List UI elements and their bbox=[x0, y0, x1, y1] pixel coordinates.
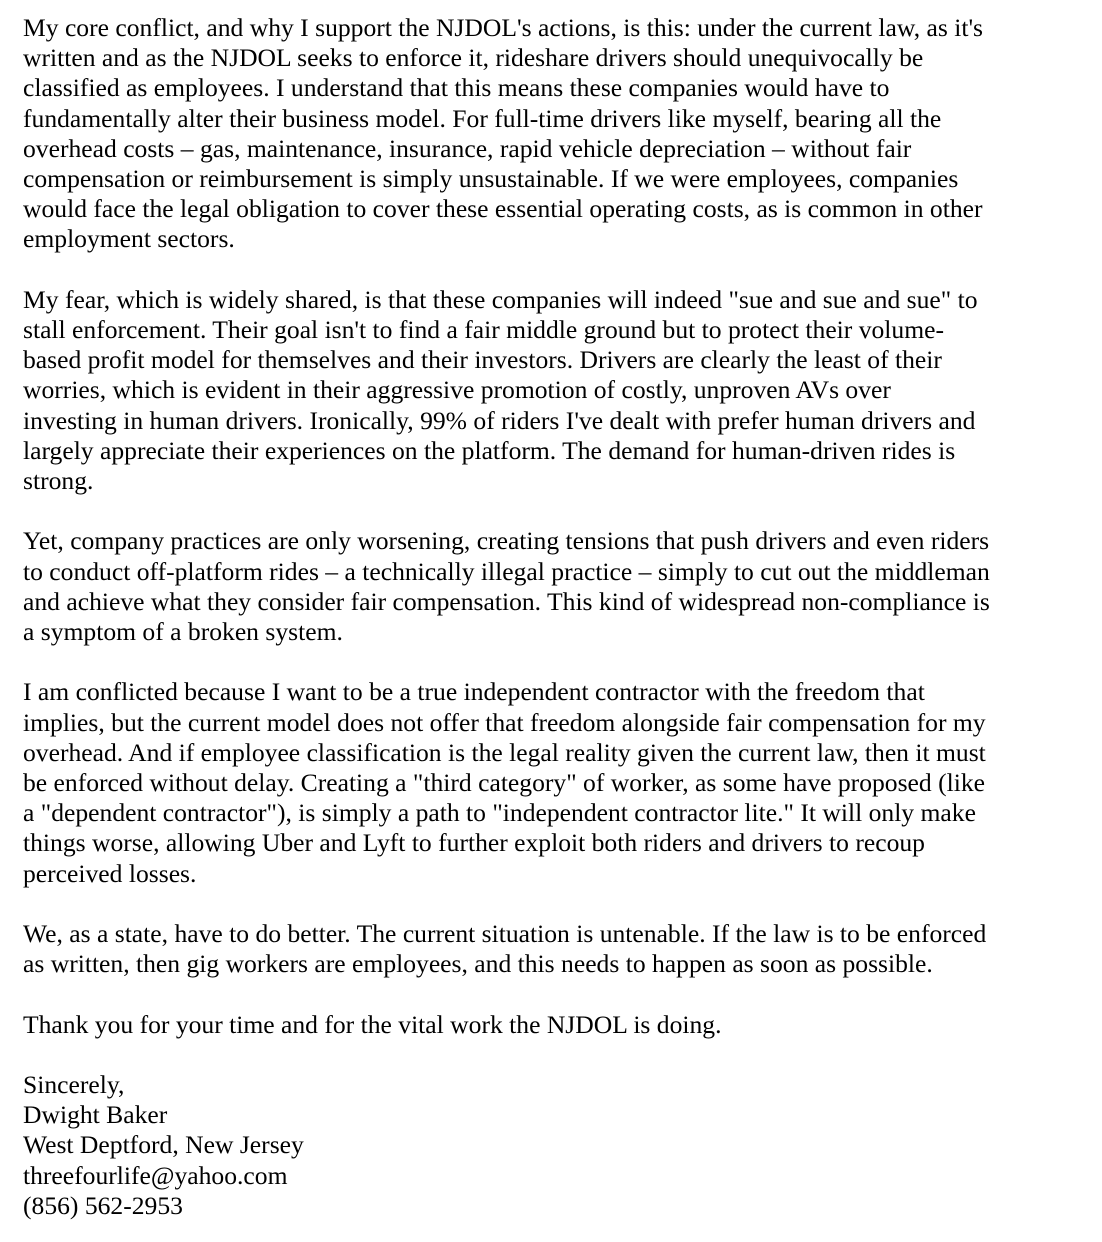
text-line: based profit model for themselves and their investors. Drivers are clearly the least of their bbox=[23, 345, 942, 375]
signer-email: threefourlife@yahoo.com bbox=[23, 1160, 288, 1190]
text-line: implies, but the current model does not offer that freedom alongside fair compensation for my bbox=[23, 707, 986, 737]
paragraph-2 bbox=[23, 285, 1063, 496]
text-line: overhead costs – gas, maintenance, insurance, rapid vehicle depreciation – without fair bbox=[23, 133, 912, 163]
text-line: We, as a state, have to do better. The current situation is untenable. If the law is to be enforced bbox=[23, 919, 987, 949]
text-line: strong. bbox=[23, 466, 94, 496]
letter-body bbox=[23, 13, 1063, 1221]
signer-location: West Deptford, New Jersey bbox=[23, 1130, 304, 1160]
text-line: investing in human drivers. Ironically, 99% of riders I've dealt with prefer human drivers and bbox=[23, 405, 976, 435]
text-line: be enforced without delay. Creating a "third category" of worker, as some have proposed (like bbox=[23, 768, 986, 798]
text-line: and achieve what they consider fair compensation. This kind of widespread non-compliance is bbox=[23, 586, 990, 616]
text-line: stall enforcement. Their goal isn't to find a fair middle ground but to protect their volume- bbox=[23, 315, 944, 345]
signer-name: Dwight Baker bbox=[23, 1100, 168, 1130]
text-line: I am conflicted because I want to be a true independent contractor with the freedom that bbox=[23, 677, 925, 707]
text-line: overhead. And if employee classification is the legal reality given the current law, then it must bbox=[23, 737, 986, 767]
text-line: a symptom of a broken system. bbox=[23, 617, 343, 647]
text-line: My core conflict, and why I support the NJDOL's actions, is this: under the current law, as it's bbox=[23, 13, 984, 42]
text-line: a "dependent contractor"), is simply a path to "independent contractor lite." It will only make bbox=[23, 798, 976, 828]
text-line: compensation or reimbursement is simply unsustainable. If we were employees, companies bbox=[23, 164, 959, 194]
paragraph-5 bbox=[23, 919, 1063, 979]
text-line: perceived losses. bbox=[23, 858, 197, 888]
text-line: fundamentally alter their business model. For full-time drivers like myself, bearing all the bbox=[23, 103, 942, 133]
text-line: worries, which is evident in their aggressive promotion of costly, unproven AVs over bbox=[23, 375, 891, 405]
closing: Sincerely, bbox=[23, 1070, 125, 1100]
signature-block bbox=[23, 1070, 1063, 1221]
signer-phone: (856) 562-2953 bbox=[23, 1190, 183, 1220]
paragraph-4 bbox=[23, 677, 1063, 888]
text-line: largely appreciate their experiences on the platform. The demand for human-driven rides is bbox=[23, 435, 956, 465]
paragraph-6 bbox=[23, 1010, 1063, 1040]
text-line: to conduct off-platform rides – a technically illegal practice – simply to cut out the middleman bbox=[23, 556, 990, 586]
text-line: Thank you for your time and for the vital work the NJDOL is doing. bbox=[23, 1009, 722, 1039]
text-line: would face the legal obligation to cover these essential operating costs, as is common in other bbox=[23, 194, 983, 224]
paragraph-1 bbox=[23, 13, 1063, 255]
text-line: as written, then gig workers are employees, and this needs to happen as soon as possible. bbox=[23, 949, 933, 979]
text-line: Yet, company practices are only worsening, creating tensions that push drivers and even riders bbox=[23, 526, 990, 556]
text-line: My fear, which is widely shared, is that these companies will indeed "sue and sue and sue" to bbox=[23, 284, 978, 314]
paragraph-3 bbox=[23, 526, 1063, 647]
text-line: employment sectors. bbox=[23, 224, 235, 254]
text-line: classified as employees. I understand that this means these companies would have to bbox=[23, 73, 890, 103]
text-line: written and as the NJDOL seeks to enforce it, rideshare drivers should unequivocally be bbox=[23, 43, 924, 73]
text-line: things worse, allowing Uber and Lyft to further exploit both riders and drivers to recoup bbox=[23, 828, 925, 858]
